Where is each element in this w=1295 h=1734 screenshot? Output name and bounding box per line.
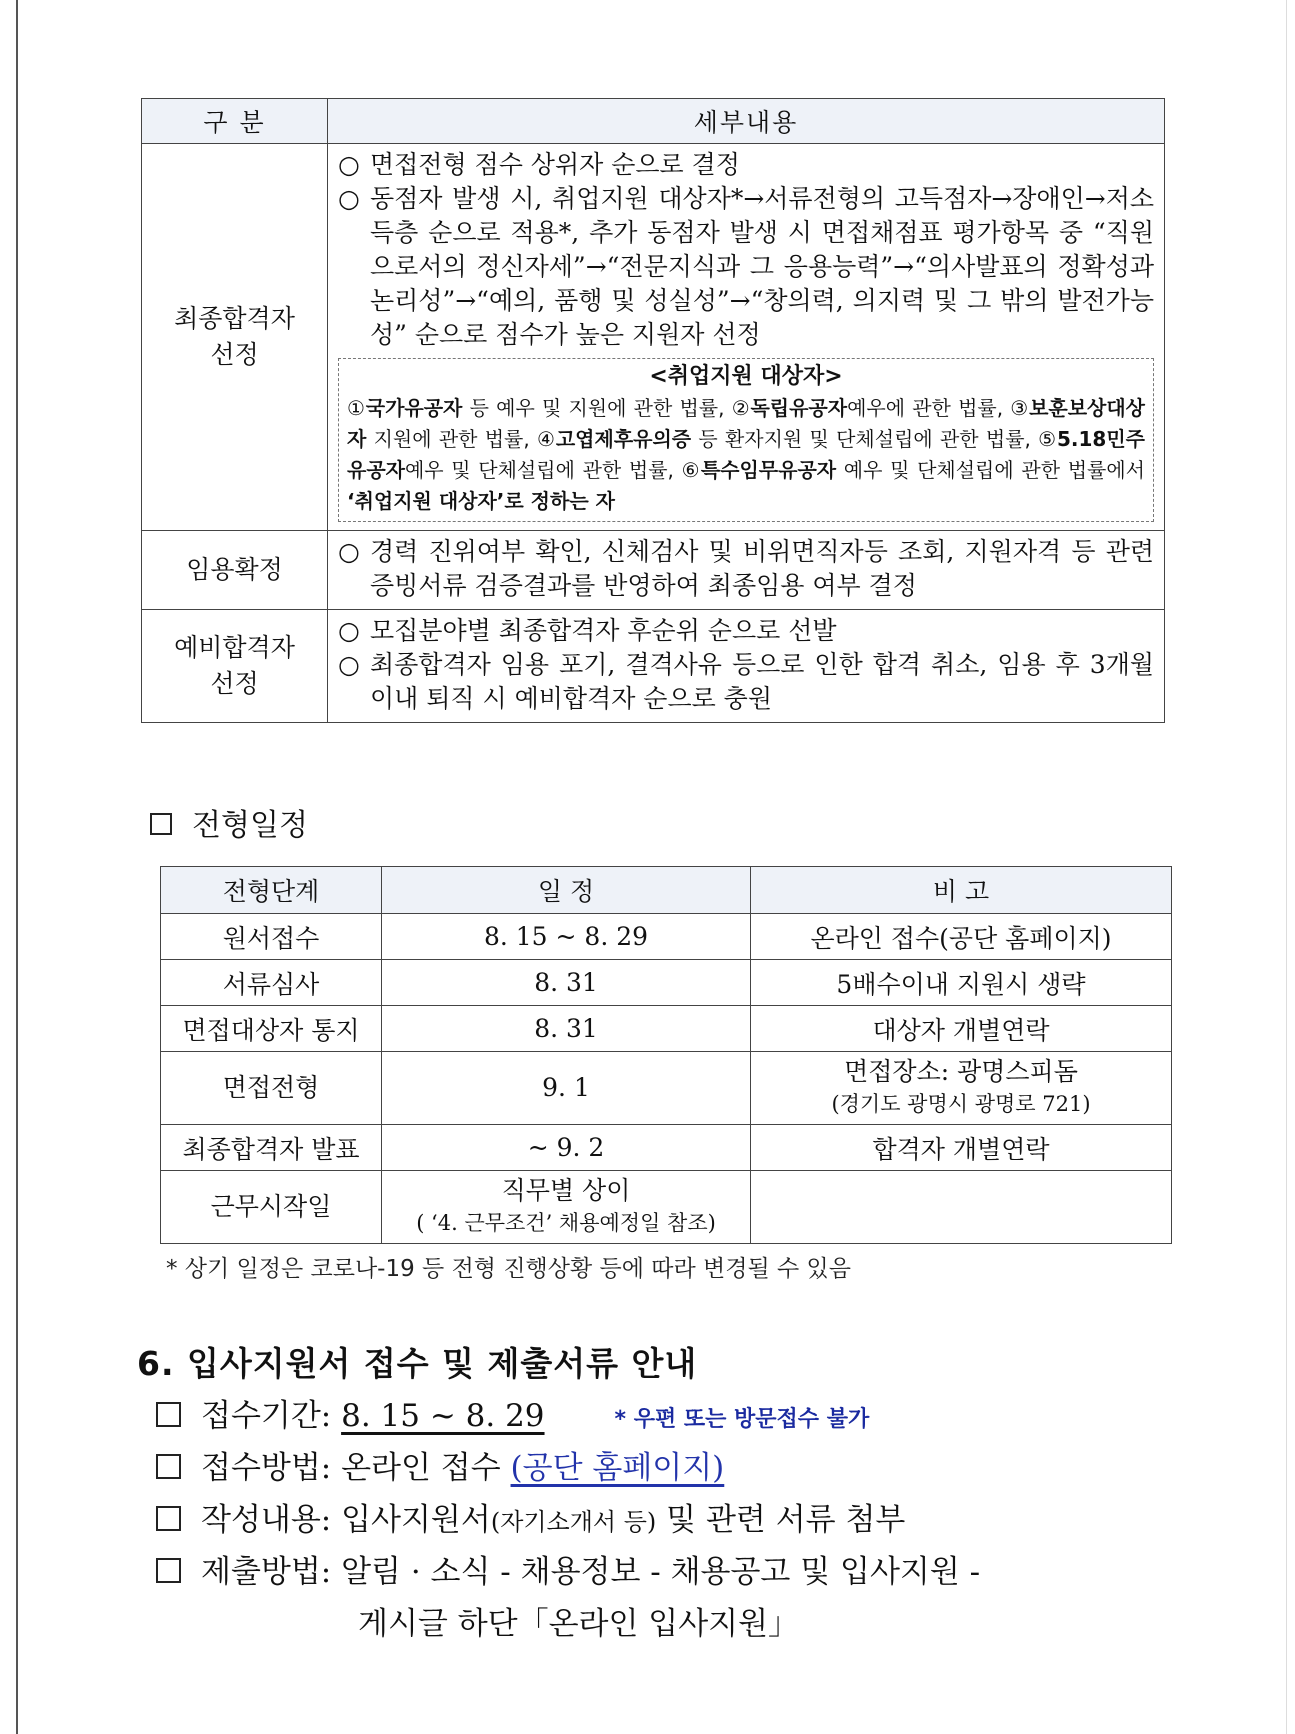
date-line: ( ‘4. 근무조건’ 채용예정일 참조) (416, 1211, 716, 1235)
content-value-paren: (자기소개서 등) (490, 1508, 657, 1536)
submit-row (156, 1546, 980, 1591)
method-row (156, 1442, 724, 1487)
detail-cell (328, 610, 1165, 723)
category-cell: 임용확정 (142, 531, 328, 610)
stage-cell: 최종합격자 발표 (161, 1125, 382, 1171)
note-cell: 5배수이내 지원시 생략 (751, 960, 1172, 1006)
bullet-item (338, 535, 1154, 603)
content-label: 작성내용: (201, 1502, 342, 1538)
bullet-text: 모집분야별 최종합격자 후순위 순으로 선발 (370, 616, 837, 645)
bullet-item (338, 614, 1154, 648)
category-cell (142, 610, 328, 723)
table-row (161, 1006, 1172, 1052)
note-line: 면접장소: 광명스피돔 (844, 1057, 1078, 1086)
table-row (161, 960, 1172, 1006)
header-details: 세부내용 (328, 99, 1165, 144)
period-label: 접수기간: (201, 1398, 342, 1434)
header-stage: 전형단계 (161, 867, 382, 914)
content-row (156, 1494, 905, 1539)
category-label: 최종합격자 (174, 304, 295, 333)
stage-cell: 면접대상자 통지 (161, 1006, 382, 1052)
employment-support-box (338, 358, 1154, 522)
table-header-row (142, 99, 1165, 144)
period-note: * 우편 또는 방문접수 불가 (614, 1407, 870, 1432)
bullet-text: 동점자 발생 시, 취업지원 대상자*→서류전형의 고득점자→장애인→저소득층 순으로 적용*, 추가 동점자 발생 시 면접채점표 평가항목 중 “직원으로서의 정신자세”→“전문지식과 그 응용능력”→“의사발표의 정확성과 논리성”→“예의, 품행 및 성실성”→“창의력, 의지력 및 그 밖의 발전가능성” 순으로 점수가 높은 지원자 선정 (370, 184, 1154, 349)
table-row (161, 1052, 1172, 1125)
table-row (142, 531, 1165, 610)
date-cell: ~ 9. 2 (382, 1125, 751, 1171)
bullet-mark: ○ (338, 616, 360, 645)
note-cell: 대상자 개별연락 (751, 1006, 1172, 1052)
method-label: 접수방법: (201, 1450, 342, 1486)
category-cell (142, 144, 328, 531)
table-row (142, 610, 1165, 723)
date-cell: 8. 31 (382, 1006, 751, 1052)
bullet-item (338, 648, 1154, 716)
table-row (161, 1171, 1172, 1244)
bullet-mark: ○ (338, 537, 360, 566)
category-label: 예비합격자 (174, 633, 295, 662)
header-category: 구 분 (142, 99, 328, 144)
bullet-mark: ○ (338, 150, 360, 179)
checkbox-square-icon (156, 1402, 181, 1427)
submit-label: 제출방법: (201, 1554, 342, 1590)
homepage-link[interactable]: (공단 홈페이지) (510, 1450, 725, 1486)
content-value-rest: 및 관련 서류 첨부 (656, 1502, 906, 1538)
checkbox-square-icon (156, 1506, 181, 1531)
date-line: 직무별 상이 (501, 1176, 631, 1205)
date-cell: 8. 15 ~ 8. 29 (382, 914, 751, 960)
selection-criteria-table (141, 98, 1165, 723)
table-row (161, 914, 1172, 960)
table-row (161, 1125, 1172, 1171)
date-cell: 9. 1 (382, 1052, 751, 1125)
detail-cell (328, 144, 1165, 531)
bullet-text: 경력 진위여부 확인, 신체검사 및 비위면직자등 조회, 지원자격 등 관련 증빙서류 검증결과를 반영하여 최종임용 여부 결정 (370, 537, 1154, 600)
page-left-border (16, 0, 18, 1734)
stage-cell: 면접전형 (161, 1052, 382, 1125)
schedule-heading-text: 전형일정 (192, 808, 308, 843)
bullet-mark: ○ (338, 184, 360, 213)
schedule-heading (150, 800, 308, 844)
table-header-row (161, 867, 1172, 914)
schedule-table (160, 866, 1172, 1244)
section-title: 6. 입사지원서 접수 및 제출서류 안내 (137, 1344, 698, 1383)
period-value: 8. 15 ~ 8. 29 (341, 1398, 545, 1434)
bullet-text: 면접전형 점수 상위자 순으로 결정 (370, 150, 740, 179)
bullet-text: 최종합격자 임용 포기, 결격사유 등으로 인한 합격 취소, 임용 후 3개월 이내 퇴직 시 예비합격자 순으로 충원 (370, 650, 1154, 713)
note-cell: 온라인 접수(공단 홈페이지) (751, 914, 1172, 960)
page-right-border (1286, 0, 1287, 1734)
bullet-mark: ○ (338, 650, 360, 679)
detail-cell (328, 531, 1165, 610)
category-label: 선정 (210, 669, 259, 698)
bullet-item (338, 148, 1154, 182)
note-line: (경기도 광명시 광명로 721) (831, 1092, 1091, 1116)
method-value: 온라인 접수 (341, 1450, 511, 1486)
submit-value-continued: 게시글 하단「온라인 입사지원」 (358, 1606, 800, 1642)
checkbox-square-icon (156, 1558, 181, 1583)
schedule-footnote: * 상기 일정은 코로나-19 등 전형 진행상황 등에 따라 변경될 수 있음 (166, 1256, 851, 1282)
table-row (142, 144, 1165, 531)
submit-value: 알림 · 소식 - 채용정보 - 채용공고 및 입사지원 - (341, 1554, 981, 1590)
period-row (156, 1390, 869, 1435)
category-label: 선정 (210, 340, 259, 369)
note-cell: 합격자 개별연락 (751, 1125, 1172, 1171)
date-cell: 8. 31 (382, 960, 751, 1006)
note-cell (751, 1052, 1172, 1125)
stage-cell: 서류심사 (161, 960, 382, 1006)
checkbox-square-icon (156, 1454, 181, 1479)
date-cell (382, 1171, 751, 1244)
box-title: <취업지원 대상자> (649, 364, 843, 389)
checkbox-square-icon (150, 813, 172, 835)
submit-row-continued (358, 1598, 799, 1643)
header-date: 일 정 (382, 867, 751, 914)
stage-cell: 원서접수 (161, 914, 382, 960)
box-text: ①국가유공자 등 예우 및 지원에 관한 법률, ②독립유공자예우에 관한 법률, ③보훈보상대상자 지원에 관한 법률, ④고엽제후유의증 등 환자지원 및 단체설립에 관한 법률, ⑤5.18민주유공자예우 및 단체설립에 관한 법률, ⑥특수임무유공자 예우 및 단체설립에 관한 법률에서 ‘취업지원 대상자’로 정하는 자 (347, 396, 1145, 513)
bullet-item (338, 182, 1154, 352)
stage-cell: 근무시작일 (161, 1171, 382, 1244)
content-value: 입사지원서 (341, 1502, 491, 1538)
header-note: 비 고 (751, 867, 1172, 914)
note-cell (751, 1171, 1172, 1244)
